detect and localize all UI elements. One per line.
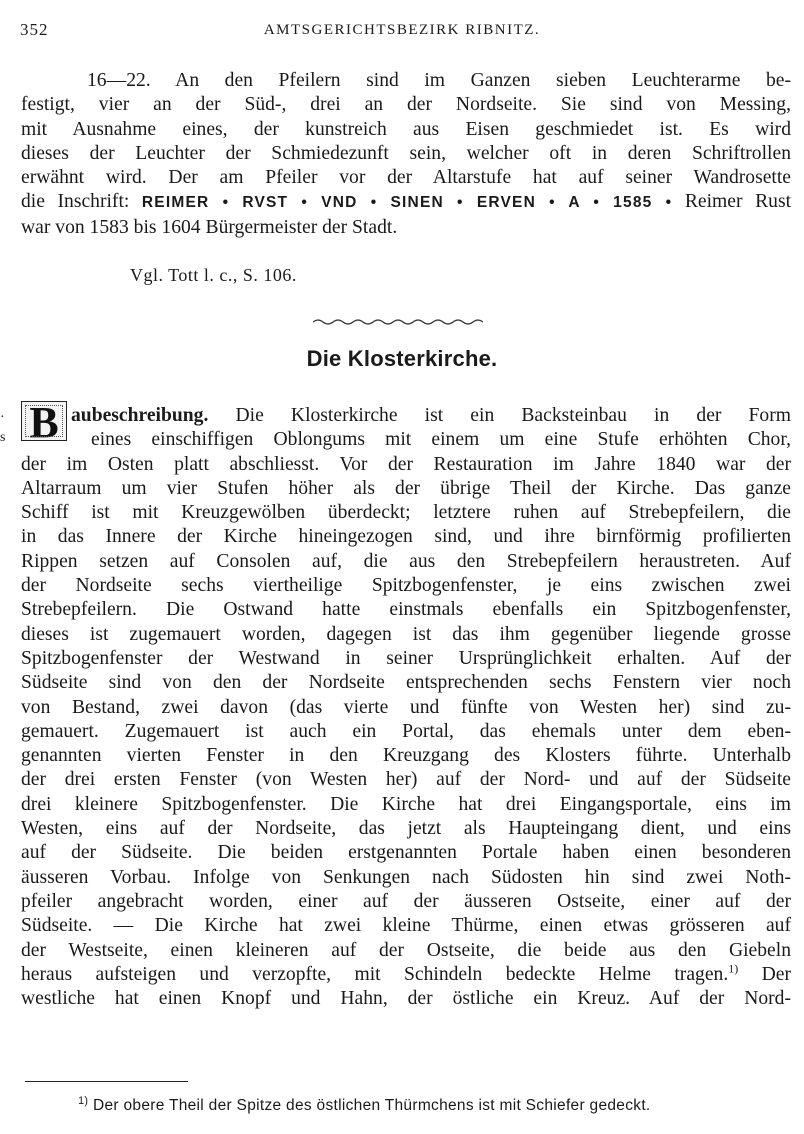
footnote-separator — [25, 1081, 188, 1082]
text-line: Südseite. — Die Kirche hat zwei kleine Thürme, einen etwas grösseren auf — [21, 915, 791, 937]
text-line: pfeiler angebracht worden, einer auf der äusseren Ostseite, einer auf der — [21, 890, 791, 912]
footnote-mark: 1) — [78, 1094, 89, 1107]
lead-rest: Die Klosterkirche ist ein Backsteinbau in der Form — [208, 405, 791, 426]
text-line-lead — [21, 404, 791, 428]
text-line: von Bestand, zwei davon (das vierte und fünfte von Westen her) sind zu- — [21, 696, 791, 718]
text-line: 16—22. An den Pfeilern sind im Ganzen sieben Leuchterarme be- — [87, 70, 791, 91]
text-line: Strebepfeilern. Die Ostwand hatte einstmals ebenfalls ein Spitzbogenfenster, — [21, 599, 791, 621]
text-line: auf der Südseite. Die beiden erstgenannten Portale haben einen besonderen — [21, 842, 791, 864]
footnote-reference[interactable]: 1) — [728, 961, 739, 976]
inscription-suffix: Reimer Rust — [672, 191, 792, 213]
text-line: der drei ersten Fenster (von Westen her) auf der Nord- und auf der Südseite — [21, 769, 791, 791]
text-line: Schiff ist mit Kreuzgewölben überdeckt; letztere ruhen auf Strebepfeilern, die — [21, 502, 791, 524]
text-line: dieses ist zugemauert worden, dagegen ist das ihm gegenüber liegende grosse — [21, 623, 791, 645]
text-line: der Westseite, einen kleineren auf der Ostseite, die beide aus den Giebeln — [21, 939, 791, 961]
text-line: drei kleinere Spitzbogenfenster. Die Kirche hat drei Eingangsportale, eins im — [21, 793, 791, 815]
text-line: gemauert. Zugemauert ist auch ein Portal, das ehemals unter dem eben- — [21, 720, 791, 742]
literature-reference: Vgl. Tott l. c., S. 106. — [130, 265, 297, 285]
text-line: genannten vierten Fenster in den Kreuzgang des Klosters führte. Unterhalb — [21, 745, 791, 767]
page-number: 352 — [20, 20, 49, 39]
text-line: eines einschiffigen Oblongums mit einem um eine Stufe erhöhten Chor, — [91, 429, 791, 451]
margin-mark: · — [0, 410, 5, 425]
text-line: dieses der Leuchter der Schmiedezunft sein, welcher oft in deren Schriftrollen — [21, 142, 791, 164]
text-line: Westen, eins auf der Nordseite, das jetzt als Haupteingang dient, und eins — [21, 818, 791, 840]
text-line: war von 1583 bis 1604 Bürgermeister der Stadt. — [21, 216, 398, 238]
page-header — [20, 20, 784, 44]
text-line: Spitzbogenfenster der Westwand in seiner Ursprünglichkeit erhalten. Auf der — [21, 647, 791, 669]
paragraph-leuchterarme — [21, 69, 791, 240]
text-line: der im Osten platt abschliesst. Vor der Restauration im Jahre 1840 war der — [21, 453, 791, 475]
text-line-inscription — [21, 190, 791, 215]
decorated-initial-letter: B — [21, 401, 67, 441]
text-line: festigt, vier an der Süd-, drei an der Nordseite. Sie sind von Messing, — [21, 94, 791, 116]
line-text: heraus aufsteigen und verzopfte, mit Schindeln bedeckte Helme tragen. — [21, 963, 729, 985]
text-line: mit Ausnahme eines, der kunstreich aus Eisen geschmiedet ist. Es wird — [21, 118, 791, 140]
text-line: der Nordseite sechs viertheilige Spitzbogenfenster, je eins zwischen zwei — [21, 575, 791, 597]
line-text: Der — [738, 963, 791, 985]
running-title: AMTSGERICHTSBEZIRK RIBNITZ. — [263, 22, 541, 38]
text-line: in das Innere der Kirche hineingezogen sind, und ihre birnförmig profilierten — [21, 526, 791, 548]
inscription-text: REIMER • RVST • VND • SINEN • ERVEN • A • 1585 • — [141, 194, 673, 212]
text-line: Altarraum um vier Stufen höher als der übrige Theil der Kirche. Das ganze — [21, 477, 791, 499]
lead-word: aubeschreibung. — [71, 405, 209, 426]
margin-mark: s — [0, 430, 6, 445]
text-line: erwähnt wird. Der am Pfeiler vor der Altarstufe hat auf seiner Wandrosette — [21, 167, 791, 189]
inscription-prefix: die Inschrift: — [21, 191, 142, 213]
text-line: Südseite sind von den der Nordseite entsprechenden sechs Fenstern vier noch — [21, 672, 791, 694]
wavy-divider-ornament — [313, 318, 483, 326]
text-line: westliche hat einen Knopf und Hahn, der östliche ein Kreuz. Auf der Nord- — [21, 988, 791, 1010]
paragraph-baubeschreibung — [21, 404, 791, 1011]
section-title: Die Klosterkirche. — [306, 346, 498, 371]
text-line: äusseren Vorbau. Infolge von Senkungen nach Südosten hin sind zwei Noth- — [21, 866, 791, 888]
footnote-text: Der obere Theil der Spitze des östlichen Thürmchens ist mit Schiefer gedeckt. — [88, 1097, 651, 1114]
text-line: Rippen setzen auf Consolen auf, die aus den Strebepfeilern heraustreten. Auf — [21, 550, 791, 572]
footnote — [78, 1094, 651, 1115]
text-line-footnote-ref — [21, 963, 791, 987]
